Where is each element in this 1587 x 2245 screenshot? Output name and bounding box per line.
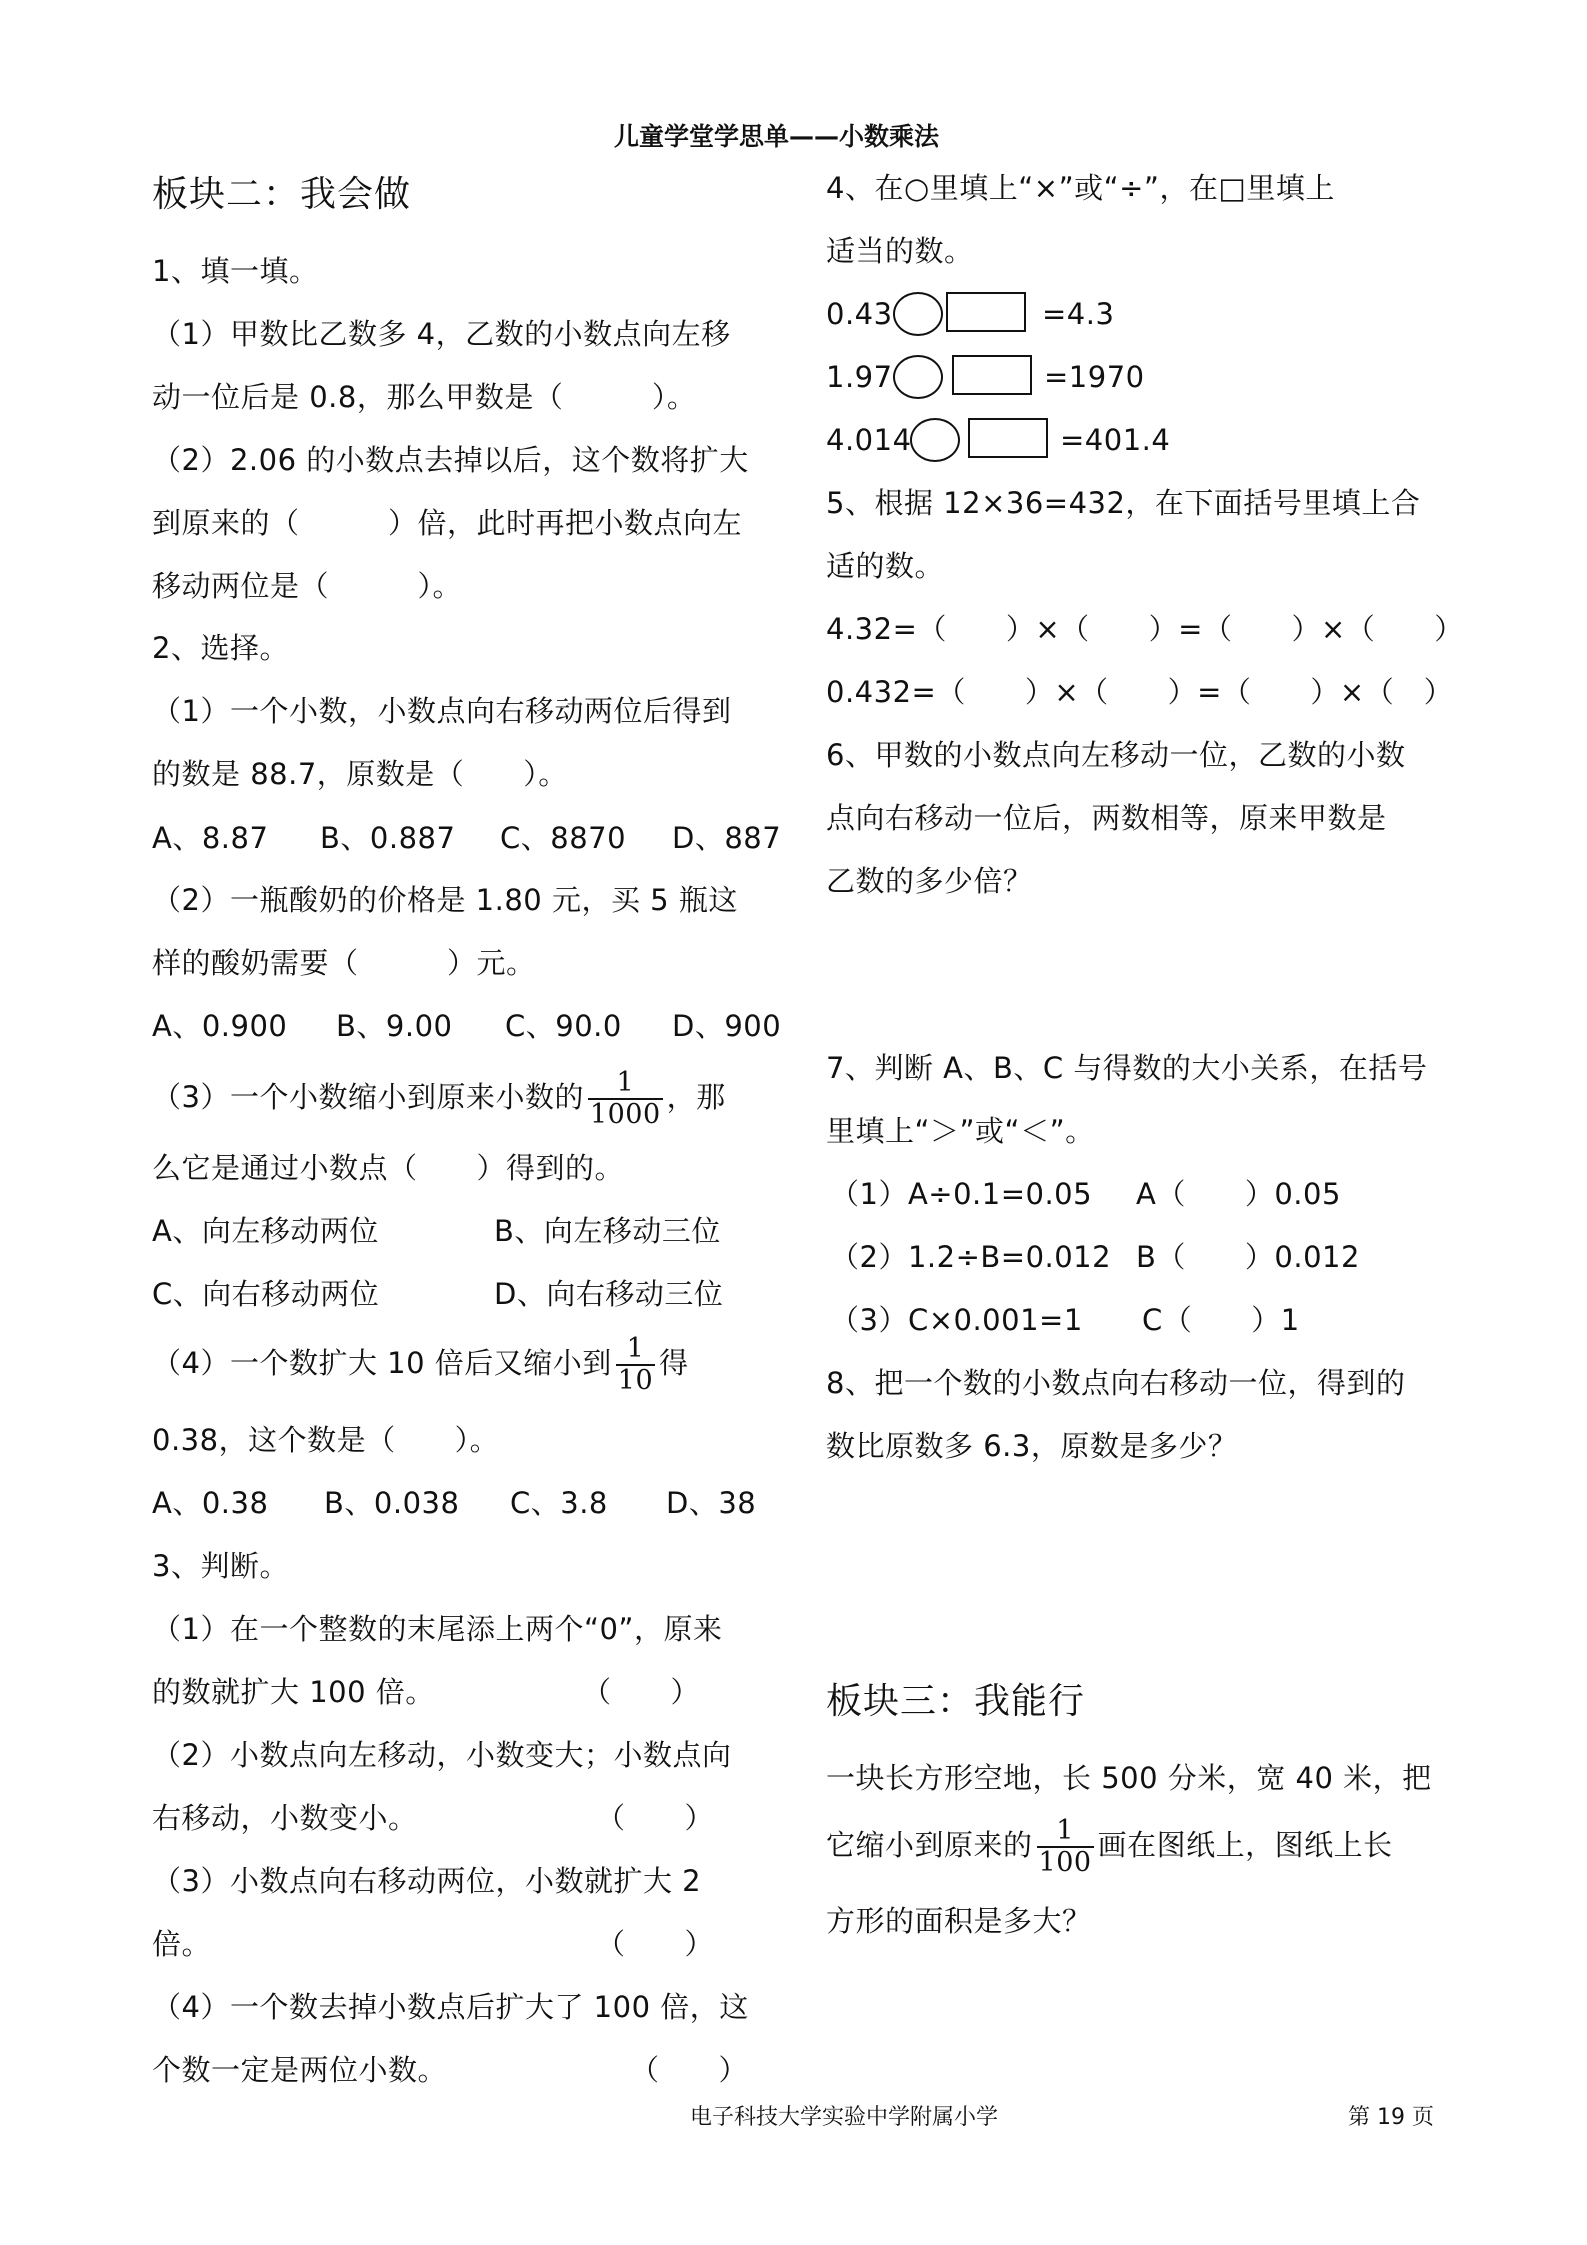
q2-p3-text-tail: ，那: [666, 1080, 726, 1114]
q1-p1-line2: 动一位后是 0.8，那么甲数是（ ）。: [152, 380, 697, 414]
section3-line2: [826, 1810, 1393, 1880]
q3-p3-line1: （3）小数点向右移动两位，小数就扩大 2: [152, 1864, 702, 1898]
q3-p3-answer-paren: （ ）: [596, 1927, 715, 1961]
q2-p1-option-c: C、8870: [500, 821, 627, 855]
q3-p4-line2: 个数一定是两位小数。: [152, 2053, 448, 2087]
q2-p2-option-a: A、0.900: [152, 1009, 288, 1043]
q6-line1: 6、甲数的小数点向左移动一位，乙数的小数: [826, 738, 1406, 772]
q3-p3-line2: 倍。: [152, 1927, 212, 1961]
q5-row1: 4.32=（ ）×（ ）=（ ）×（ ）: [826, 612, 1464, 646]
q2-p4-option-d: D、38: [666, 1486, 757, 1520]
q3-p1-line2: 的数就扩大 100 倍。: [152, 1675, 435, 1709]
q7-item1-compare: A（ ）0.05: [1136, 1177, 1341, 1211]
q2-p3-option-d: D、向右移动三位: [494, 1277, 724, 1311]
q7-item1-expr: （1）A÷0.1=0.05: [830, 1177, 1093, 1211]
q2-p2-line2: 样的酸奶需要（ ）元。: [152, 946, 536, 980]
q3-p2-line2: 右移动，小数变小。: [152, 1801, 418, 1835]
q4-row1-left: 0.43: [826, 297, 893, 331]
q6-line2: 点向右移动一位后，两数相等，原来甲数是: [826, 801, 1387, 835]
fraction-numerator: 1: [1056, 1815, 1074, 1846]
operator-circle-blank[interactable]: [893, 355, 943, 399]
q1-p2-line1: （2）2.06 的小数点去掉以后，这个数将扩大: [152, 443, 749, 477]
page-number: 第 19 页: [1348, 2105, 1434, 2130]
page-title: 儿童学堂学思单——小数乘法: [614, 122, 940, 151]
fraction-denominator: 10: [617, 1365, 654, 1396]
q2-p2-option-c: C、90.0: [505, 1009, 622, 1043]
section3-line1: 一块长方形空地，长 500 分米，宽 40 米，把: [826, 1761, 1432, 1795]
q2-p1-line1: （1）一个小数，小数点向右移动两位后得到: [152, 694, 732, 728]
q4-line2: 适当的数。: [826, 234, 974, 268]
q2-p3-line2: 么它是通过小数点（ ）得到的。: [152, 1151, 625, 1185]
q2-p1-option-d: D、887: [672, 821, 782, 855]
q3-p1-answer-paren: （ ）: [582, 1675, 701, 1709]
q3-p2-answer-paren: （ ）: [596, 1801, 715, 1835]
q4-row1-right: =4.3: [1042, 297, 1115, 331]
q3-p4-line1: （4）一个数去掉小数点后扩大了 100 倍，这: [152, 1990, 749, 2024]
q7-item3-expr: （3）C×0.001=1: [830, 1303, 1083, 1337]
section2-heading: 板块二：我会做: [152, 174, 412, 215]
q2-p4-option-b: B、0.038: [324, 1486, 460, 1520]
q2-p2-option-d: D、900: [672, 1009, 782, 1043]
q8-line2: 数比原数多 6.3，原数是多少？: [826, 1429, 1238, 1463]
q3-p4-answer-paren: （ ）: [630, 2053, 749, 2087]
q7-item2-expr: （2）1.2÷B=0.012: [830, 1240, 1112, 1274]
q7-line2: 里填上“＞”或“＜”。: [826, 1114, 1095, 1148]
q8-line1: 8、把一个数的小数点向右移动一位，得到的: [826, 1366, 1406, 1400]
fraction-denominator: 100: [1038, 1847, 1092, 1878]
q1-p2-line3: 移动两位是（ ）。: [152, 569, 463, 603]
q2-p4-line1: [152, 1328, 689, 1398]
q2-p3-text: （3）一个小数缩小到原来小数的: [152, 1080, 584, 1114]
q7-item2-compare: B（ ）0.012: [1136, 1240, 1360, 1274]
q2-p2-line1: （2）一瓶酸奶的价格是 1.80 元，买 5 瓶这: [152, 883, 738, 917]
q2-p4-text: （4）一个数扩大 10 倍后又缩小到: [152, 1346, 612, 1380]
q5-line2: 适的数。: [826, 549, 945, 583]
q3-title: 3、判断。: [152, 1549, 289, 1583]
number-box-blank[interactable]: [968, 418, 1048, 458]
q4-row2-left: 1.97: [826, 360, 893, 394]
q2-p4-line2: 0.38，这个数是（ ）。: [152, 1423, 500, 1457]
q3-p2-line1: （2）小数点向左移动，小数变大；小数点向: [152, 1738, 732, 1772]
q1-p1-line1: （1）甲数比乙数多 4，乙数的小数点向左移: [152, 317, 731, 351]
number-box-blank[interactable]: [946, 292, 1026, 332]
q2-p3-line1: [152, 1062, 726, 1132]
q2-p3-option-a: A、向左移动两位: [152, 1214, 379, 1248]
q4-row3-right: =401.4: [1060, 423, 1171, 457]
fraction-one-tenth: [616, 1334, 655, 1396]
fraction-one-hundredth: [1037, 1816, 1094, 1878]
fraction-denominator: 1000: [589, 1099, 661, 1130]
q2-title: 2、选择。: [152, 631, 289, 665]
q5-line1: 5、根据 12×36=432，在下面括号里填上合: [826, 486, 1421, 520]
fraction-numerator: 1: [616, 1067, 635, 1098]
q1-title: 1、填一填。: [152, 254, 319, 288]
operator-circle-blank[interactable]: [910, 418, 960, 462]
q5-row2: 0.432=（ ）×（ ）=（ ）×（ ）: [826, 675, 1454, 709]
q2-p2-option-b: B、9.00: [336, 1009, 453, 1043]
q2-p1-option-a: A、8.87: [152, 821, 269, 855]
q6-line3: 乙数的多少倍？: [826, 864, 1033, 898]
section3-line3: 方形的面积是多大？: [826, 1904, 1092, 1938]
q2-p3-option-b: B、向左移动三位: [494, 1214, 721, 1248]
q1-p2-line2: 到原来的（ ）倍，此时再把小数点向左: [152, 506, 743, 540]
section3-heading: 板块三：我能行: [826, 1681, 1086, 1722]
operator-circle-blank[interactable]: [893, 292, 943, 336]
fraction-one-thousandth: [588, 1068, 663, 1130]
q4-row3-left: 4.014: [826, 423, 912, 457]
q4-line1: 4、在○里填上“×”或“÷”，在□里填上: [826, 171, 1335, 205]
q2-p4-option-a: A、0.38: [152, 1486, 269, 1520]
q7-line1: 7、判断 A、B、C 与得数的大小关系，在括号: [826, 1051, 1428, 1085]
q7-item3-compare: C（ ）1: [1142, 1303, 1300, 1337]
q4-row2-right: =1970: [1044, 360, 1145, 394]
q2-p4-option-c: C、3.8: [510, 1486, 608, 1520]
q2-p3-option-c: C、向右移动两位: [152, 1277, 380, 1311]
section3-text: 它缩小到原来的: [826, 1828, 1033, 1862]
fraction-numerator: 1: [626, 1333, 645, 1364]
q3-p1-line1: （1）在一个整数的末尾添上两个“0”，原来: [152, 1612, 723, 1646]
section3-text-tail: 画在图纸上，图纸上长: [1097, 1828, 1393, 1862]
q2-p1-line2: 的数是 88.7，原数是（ ）。: [152, 757, 568, 791]
footer-school: 电子科技大学实验中学附属小学: [690, 2105, 999, 2130]
q2-p1-option-b: B、0.887: [320, 821, 456, 855]
number-box-blank[interactable]: [952, 355, 1032, 395]
q2-p4-text-tail: 得: [659, 1346, 689, 1380]
